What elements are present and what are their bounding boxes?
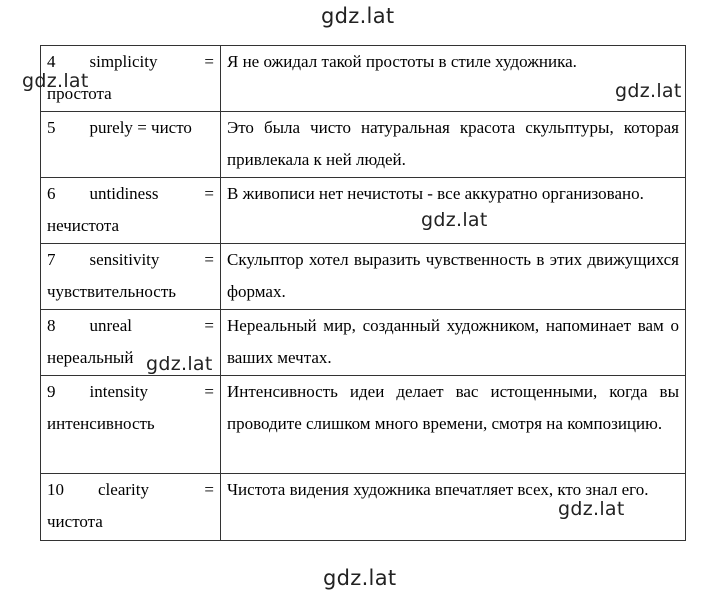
english-word: sensitivity	[89, 250, 160, 269]
table-row	[41, 376, 686, 474]
example-sentence: Нереальный мир, созданный художником, напоминает вам о ваших мечтах.	[221, 310, 686, 376]
word-line	[47, 244, 214, 276]
word-line	[47, 310, 214, 342]
watermark-row8: gdz.lat	[146, 353, 213, 375]
table-row	[41, 112, 686, 178]
word-cell	[41, 376, 221, 474]
english-word	[56, 112, 215, 144]
word-line	[47, 178, 214, 210]
russian-translation: интенсивность	[47, 414, 155, 433]
word-cell	[41, 112, 221, 178]
english-word: simplicity	[89, 52, 158, 71]
russian-translation: нереальный	[47, 348, 134, 367]
table-row	[41, 46, 686, 112]
row-number: 4	[47, 52, 56, 71]
row-number: 9	[47, 382, 56, 401]
table-row	[41, 310, 686, 376]
watermark-right: gdz.lat	[615, 80, 682, 102]
watermark-top: gdz.lat	[321, 4, 395, 28]
equals-sign: =	[204, 250, 214, 269]
word-line	[47, 376, 214, 408]
russian-translation: чистота	[47, 512, 103, 531]
word-cell	[41, 244, 221, 310]
english-word-text: purely	[89, 118, 133, 137]
word-line	[47, 112, 214, 144]
vocabulary-table	[40, 45, 686, 541]
equals-sign: =	[137, 118, 147, 137]
example-sentence: Интенсивность идеи делает вас истощенными, когда вы проводите слишком много времени, смотря на композицию.	[221, 376, 686, 474]
english-word: clearity	[98, 480, 149, 499]
vocabulary-table-body	[41, 46, 686, 541]
row-number: 6	[47, 184, 56, 203]
word-cell	[41, 474, 221, 541]
word-line	[47, 474, 214, 506]
russian-translation: простота	[47, 84, 112, 103]
example-sentence: В живописи нет нечистоты - все аккуратно организовано.	[221, 178, 686, 244]
row-number: 5	[47, 118, 56, 137]
row-number: 8	[47, 316, 56, 335]
equals-sign: =	[204, 52, 214, 71]
equals-sign: =	[204, 316, 214, 335]
watermark-left: gdz.lat	[22, 70, 89, 92]
table-row	[41, 178, 686, 244]
russian-translation: чувствительность	[47, 282, 177, 301]
example-sentence: Я не ожидал такой простоты в стиле художника.	[221, 46, 686, 112]
equals-sign: =	[204, 382, 214, 401]
russian-translation: чисто	[151, 118, 192, 137]
row-number: 7	[47, 250, 56, 269]
equals-sign: =	[204, 184, 214, 203]
example-sentence: Чистота видения художника впечатляет всех, кто знал его.	[221, 474, 686, 541]
watermark-bottom: gdz.lat	[323, 566, 397, 590]
word-cell	[41, 178, 221, 244]
watermark-row10: gdz.lat	[558, 498, 625, 520]
watermark-middle: gdz.lat	[421, 209, 488, 231]
row-number: 10	[47, 480, 64, 499]
equals-sign: =	[204, 480, 214, 499]
table-row	[41, 244, 686, 310]
russian-translation: нечистота	[47, 216, 120, 235]
example-sentence: Скульптор хотел выразить чувственность в этих движущихся формах.	[221, 244, 686, 310]
english-word: intensity	[89, 382, 149, 401]
example-sentence: Это была чисто натуральная красота скульптуры, которая привлекала к ней людей.	[221, 112, 686, 178]
english-word: unreal	[89, 316, 132, 335]
english-word: untidiness	[89, 184, 159, 203]
